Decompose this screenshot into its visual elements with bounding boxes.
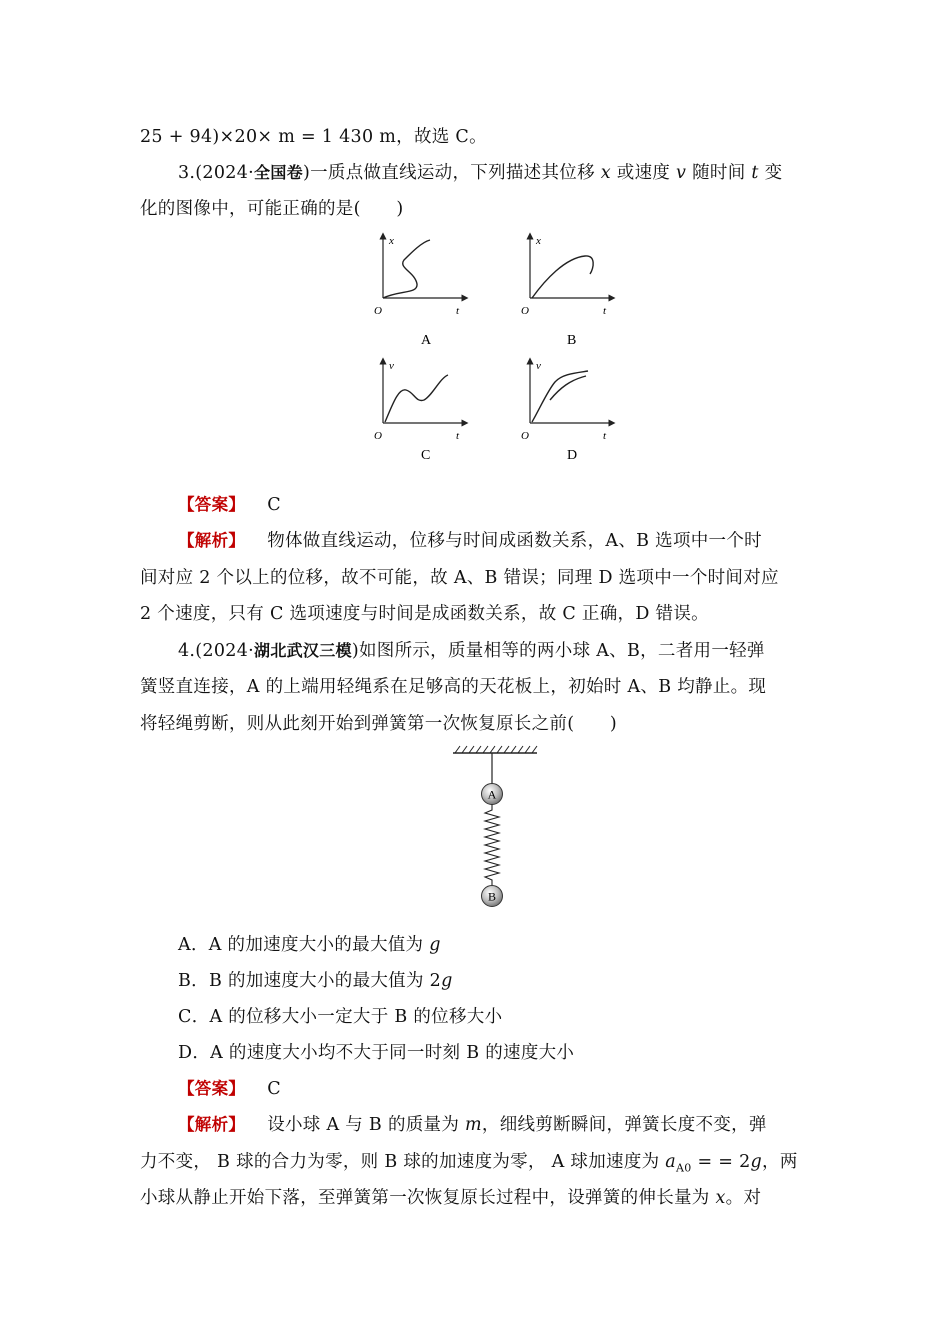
- question-3-stem-line2: 化的图像中，可能正确的是( ): [140, 199, 404, 219]
- graph-d-curve: [532, 371, 588, 422]
- question-4-analysis-line3: 小球从静止开始下落，至弹簧第一次恢复原长过程中，设弹簧的伸长量为 x。对: [140, 1188, 762, 1208]
- graph-a-x-label: t: [456, 305, 460, 317]
- ceiling: [453, 746, 537, 753]
- graph-b-origin: O: [521, 305, 529, 317]
- graph-c-origin: O: [374, 430, 382, 442]
- question-4-stem-line3: 将轻绳剪断，则从此刻开始到弹簧第一次恢复原长之前( ): [140, 714, 618, 734]
- svg-text:A: A: [487, 787, 497, 802]
- graph-c: [374, 360, 465, 463]
- graph-b-label: B: [567, 333, 577, 348]
- graph-d-label: D: [567, 448, 578, 463]
- option-b: B．B 的加速度大小的最大值为 2g: [178, 971, 453, 991]
- spring-figure: [445, 742, 545, 914]
- graph-d-x-label: t: [603, 430, 607, 442]
- graph-a-origin: O: [374, 305, 382, 317]
- graph-a-label: A: [421, 333, 432, 348]
- ball-b: [482, 886, 503, 907]
- question-3-answer: 【答案】 C: [178, 495, 281, 515]
- svg-text:B: B: [487, 889, 497, 904]
- question-4-analysis-line2: 力不变， B 球的合力为零，则 B 球的加速度为零， A 球加速度为 $a_{A0}$ = = 2g，两: [140, 1152, 798, 1175]
- graph-c-y-label: v: [389, 360, 394, 372]
- graph-c-curve: [385, 375, 448, 422]
- question-3-stem: 3.(2024·全国卷)一质点做直线运动，下列描述其位移 x 或速度 v 随时间 t 变: [178, 163, 783, 183]
- graph-a-y-label: x: [389, 235, 394, 247]
- question-4-answer: 【答案】 C: [178, 1079, 281, 1099]
- graph-b-y-label: x: [536, 235, 541, 247]
- question-3-analysis-line2: 间对应 2 个以上的位移，故不可能，故 A、B 错误；同理 D 选项中一个时间对应: [140, 568, 779, 588]
- question-4-stem-line2: 簧竖直连接，A 的上端用轻绳系在足够高的天花板上，初始时 A、B 均静止。现: [140, 677, 767, 697]
- graph-c-label: C: [421, 448, 431, 463]
- option-c: C．A 的位移大小一定大于 B 的位移大小: [178, 1007, 503, 1027]
- question-4-analysis: 【解析】 设小球 A 与 B 的质量为 m，细线剪断瞬间，弹簧长度不变，弹: [178, 1115, 767, 1135]
- graph-b-curve: [532, 256, 593, 298]
- graph-c-x-label: t: [456, 430, 460, 442]
- graph-d: [521, 360, 612, 463]
- graph-d-y-label: v: [536, 360, 541, 372]
- graph-b: [521, 235, 612, 348]
- graph-a-curve: [383, 240, 430, 298]
- question-4-stem: 4.(2024·湖北武汉三模)如图所示，质量相等的两小球 A、B，二者用一轻弹: [178, 641, 765, 661]
- graph-a: [374, 235, 465, 348]
- ball-a: [482, 784, 503, 805]
- continuation-line: 25 + 94)×20× m = 1 430 m，故选 C。: [140, 127, 487, 147]
- graph-d-origin: O: [521, 430, 529, 442]
- option-d: D．A 的速度大小均不大于同一时刻 B 的速度大小: [178, 1043, 575, 1063]
- question-3-analysis-line3: 2 个速度，只有 C 选项速度与时间是成函数关系，故 C 正确，D 错误。: [140, 604, 709, 624]
- option-a: A．A 的加速度大小的最大值为 g: [178, 935, 441, 955]
- question-3-analysis: 【解析】 物体做直线运动，位移与时间成函数关系，A、B 选项中一个时: [178, 531, 762, 551]
- graph-b-x-label: t: [603, 305, 607, 317]
- spring: [485, 805, 499, 886]
- question-3-graphs: [360, 228, 630, 468]
